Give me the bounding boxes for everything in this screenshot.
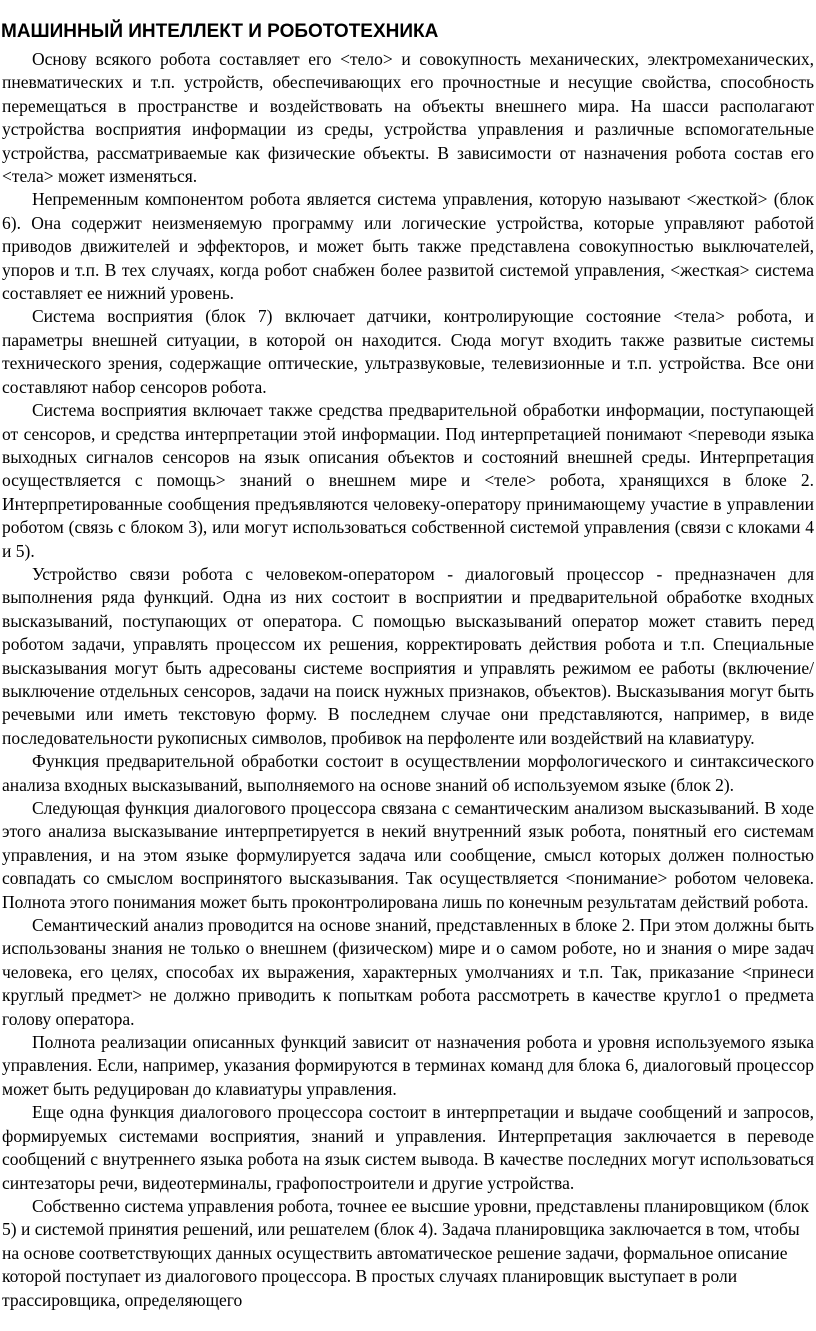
paragraph: Следующая функция диалогового процессора связана с семантическим анализом высказываний. В ходе этого анализа высказывание интерпретируется в некий внутренний язык робота, понятный его системам управления, и на этом языке формулируется задача или сообщение, смысл которых должен полностью совпадать со смыслом воспринятого высказывания. Так осуществляется <понимание> роботом человека. Полнота этого понимания может быть проконтролирована лишь по конечным результатам действий робота. [2,798,814,912]
paragraph: Собственно система управления робота, точнее ее высшие уровни, представлены планировщиком (блок 5) и системой принятия решений, или решателем (блок 4). Задача планировщика заключается в том, чтобы на основе соответствующих данных осуществить автоматическое решение задачи, формальное описание которой поступает из диалогового процессора. В простых случаях планировщик выступает в роли трассировщика, определяющего [2,1195,809,1310]
paragraph: Система восприятия (блок 7) включает датчики, контролирующие состояние <тела> робота, и параметры внешней ситуации, в которой он находится. Сюда могут входить также развитые системы технического зрения, содержащие оптические, ультразвуковые, телевизионные и т.п. устройства. Все они составляют набор сенсоров робота. [2,306,814,397]
paragraph: Функция предварительной обработки состоит в осуществлении морфологического и синтаксического анализа входных высказываний, выполняемого на основе знаний об используемом языке (блок 2). [2,751,814,795]
paragraph: Полнота реализации описанных функций зависит от назначения робота и уровня используемого языка управления. Если, например, указания формируются в терминах команд для блока 6, диалоговый процессор может быть редуцирован до клавиатуры управления. [2,1032,814,1099]
paragraph: Непременным компонентом робота является система управления, которую называют <жесткой> (блок 6). Она содержит неизменяемую программу или логические устройства, которые управляют работой приводов движителей и эффекторов, и может быть также представлена совокупностью выключателей, упоров и т.п. В тех случаях, когда робот снабжен более развитой системой управления, <жесткая> система составляет ее нижний уровень. [2,189,814,304]
paragraph: Еще одна функция диалогового процессора состоит в интерпретации и выдаче сообщений и запросов, формируемых системами восприятия, знаний и управления. Интерпретация заключается в переводе сообщений с внутреннего языка робота на язык систем вывода. В качестве последних могут использоваться синтезаторы речи, видеотерминалы, графопостроители и другие устройства. [2,1102,814,1193]
paragraph: Основу всякого робота составляет его <тело> и совокупность механических, электромеханических, пневматических и т.п. устройств, обеспечивающих его прочностные и несущие свойства, способность перемещаться в пространстве и воздействовать на объекты внешнего мира. На шасси располагают устройства восприятия информации из среды, устройства управления и различные вспомогательные устройства, рассматриваемые как физические объекты. В зависимости от назначения робота состав его <тела> может изменяться. [2,49,814,187]
document-title: МАШИННЫЙ ИНТЕЛЛЕКТ И РОБОТОТЕХНИКА [1,21,439,42]
paragraph: Семантический анализ проводится на основе знаний, представленных в блоке 2. При этом должны быть использованы знания не только о внешнем (физическом) мире и о самом роботе, но и знания о мире задач человека, его целях, способах их выражения, характерных умолчаниях и т.п. Так, приказание <принеси круглый предмет> не должно приводить к попыткам робота рассмотреть в качестве кругло1 о предмета голову оператора. [2,915,814,1029]
document-body [2,48,814,1312]
paragraph: Устройство связи робота с человеком-оператором - диалоговый процессор - предназначен для выполнения ряда функций. Одна из них состоит в восприятии и предварительной обработке входных высказываний, поступающих от оператора. С помощью высказываний оператор может ставить перед роботом задачи, управлять процессом их решения, корректировать действия робота и т.п. Специальные высказывания могут быть адресованы системе восприятия и управлять режимом ее работы (включение/выключение отдельных сенсоров, задачи на поиск нужных признаков, объектов). Высказывания могут быть речевыми или иметь текстовую форму. В последнем случае они представляются, например, в виде последовательности рукописных символов, пробивок на перфоленте или воздействий на клавиатуру. [2,563,814,748]
paragraph: Система восприятия включает также средства предварительной обработки информации, поступающей от сенсоров, и средства интерпретации этой информации. Под интерпретацией понимают <переводи языка выходных сигналов сенсоров на язык описания объектов и состояний внешней среды. Интерпретация осуществляется с помощь> знаний о внешнем мире и <теле> робота, хранящихся в блоке 2. Интерпретированные сообщения предъявляются человеку-оператору принимающему участие в управлении роботом (связь с блоком 3), или могут использоваться собственной системой управления (связи с клоками 4 и 5). [2,400,814,561]
